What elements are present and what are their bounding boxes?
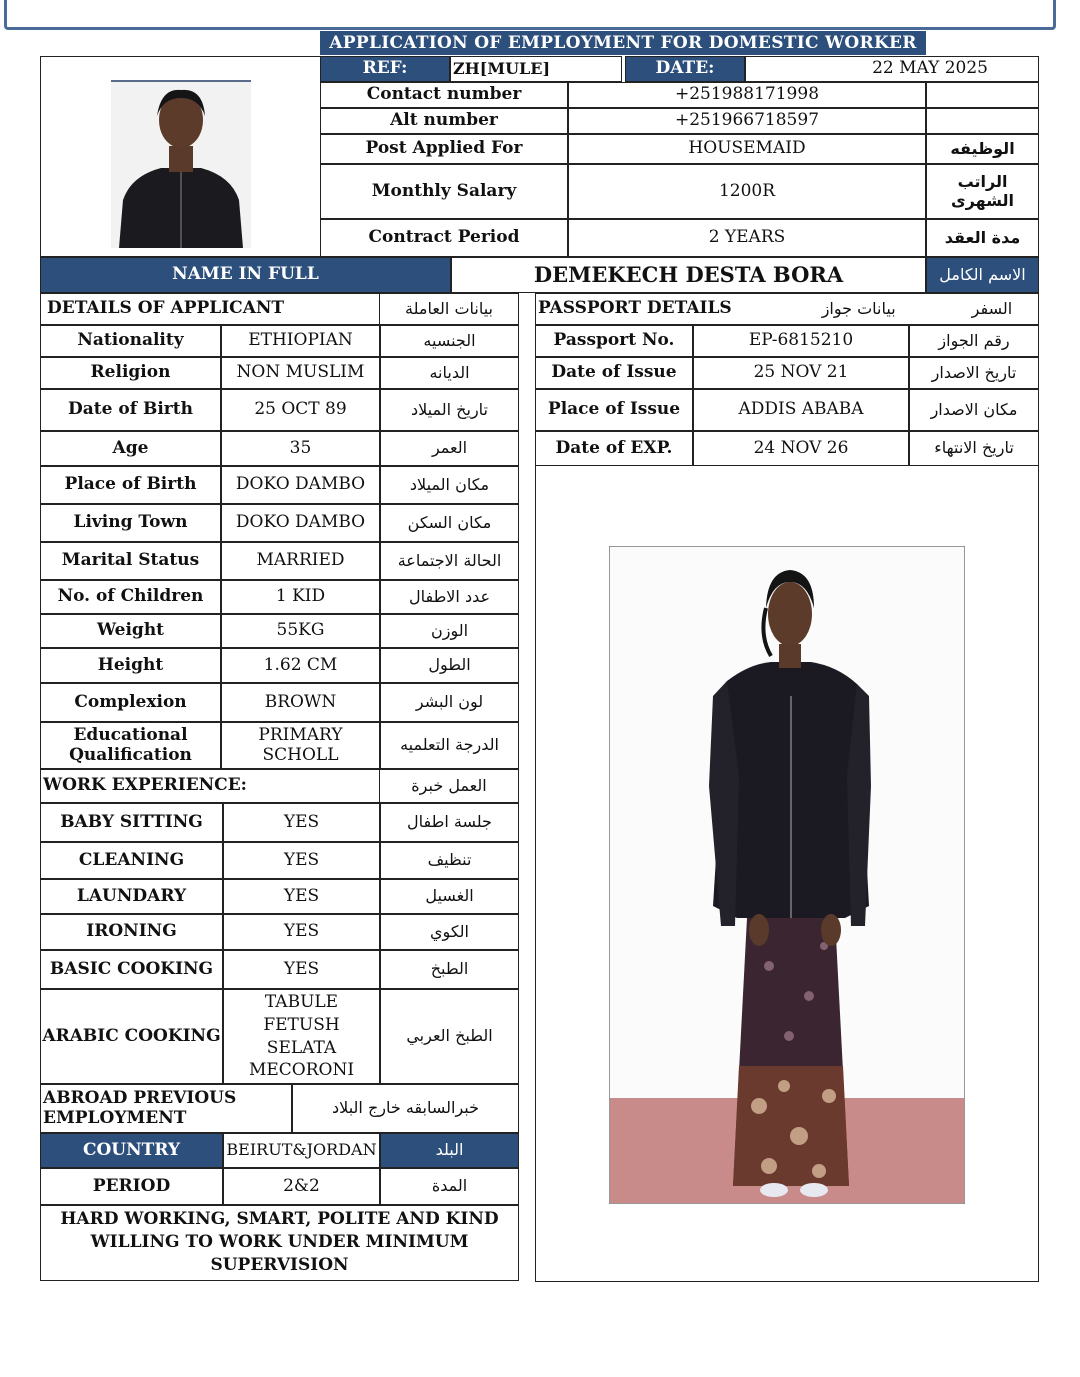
alt-label: Alt number	[320, 108, 568, 134]
contact-ar-empty	[926, 82, 1039, 108]
experience-value-ar: الطبخ	[380, 950, 519, 989]
applicant-value: DOKO DAMBO	[221, 504, 380, 542]
post-label: Post Applied For	[320, 134, 568, 164]
passport-value-ar: تاريخ الاصدار	[909, 357, 1039, 389]
applicant-label: Nationality	[40, 325, 221, 357]
applicant-value-ar: الدرجة التعلميه	[380, 722, 519, 769]
full-body-photo	[609, 546, 965, 1204]
experience-value-ar: تنظيف	[380, 842, 519, 879]
applicant-value: 55KG	[221, 614, 380, 648]
experience-value-ar: الكوي	[380, 914, 519, 950]
applicant-value-ar: مكان السكن	[380, 504, 519, 542]
top-frame	[4, 0, 1056, 30]
experience-value: YES	[223, 914, 380, 950]
applicant-label: Weight	[40, 614, 221, 648]
form-title: APPLICATION OF EMPLOYMENT FOR DOMESTIC WORKER	[320, 31, 926, 55]
post-ar: الوظيفه	[926, 134, 1039, 164]
experience-heading: WORK EXPERIENCE:	[40, 769, 380, 803]
passport-value-ar: تاريخ الانتهاء	[909, 431, 1039, 466]
applicant-value: NON MUSLIM	[221, 357, 380, 389]
experience-value-ar: الغسيل	[380, 879, 519, 914]
experience-value-ar: الطبخ العربي	[380, 989, 519, 1084]
applicant-value: 1 KID	[221, 580, 380, 614]
applicant-value: BROWN	[221, 683, 380, 722]
date-value: 22 MAY 2025	[745, 56, 1039, 82]
applicant-label: Living Town	[40, 504, 221, 542]
name-label: NAME IN FULL	[40, 257, 451, 293]
applicant-value: 1.62 CM	[221, 648, 380, 683]
salary-value: 1200R	[568, 164, 926, 219]
name-value: DEMEKECH DESTA BORA	[451, 257, 926, 293]
applicant-value-ar: الوزن	[380, 614, 519, 648]
passport-value: 24 NOV 26	[693, 431, 909, 466]
applicant-label: Marital Status	[40, 542, 221, 580]
passport-value-ar: رقم الجواز	[909, 325, 1039, 357]
experience-value: TABULE FETUSH SELATA MECORONI	[223, 989, 380, 1084]
contract-label: Contract Period	[320, 219, 568, 257]
applicant-value-ar: الحالة الاجتماعة	[380, 542, 519, 580]
applicant-label: Complexion	[40, 683, 221, 722]
passport-heading-ar2: السفر	[971, 298, 1013, 318]
abroad-label: ABROAD PREVIOUS EMPLOYMENT	[40, 1084, 292, 1133]
applicant-label: Place of Birth	[40, 466, 221, 504]
contract-value: 2 YEARS	[568, 219, 926, 257]
applicant-label: Age	[40, 431, 221, 466]
applicant-label: Educational Qualification	[40, 722, 221, 769]
experience-label: CLEANING	[40, 842, 223, 879]
ref-label: REF:	[320, 56, 450, 82]
applicant-value-ar: الطول	[380, 648, 519, 683]
experience-label: LAUNDARY	[40, 879, 223, 914]
contact-label: Contact number	[320, 82, 568, 108]
passport-heading: PASSPORT DETAILS	[538, 298, 732, 319]
experience-value: YES	[223, 879, 380, 914]
period-label: PERIOD	[40, 1168, 223, 1205]
portrait-photo	[111, 80, 251, 248]
applicant-label: Religion	[40, 357, 221, 389]
country-value: BEIRUT&JORDAN	[223, 1133, 380, 1168]
experience-label: IRONING	[40, 914, 223, 950]
passport-label: Place of Issue	[535, 389, 693, 431]
country-label: COUNTRY	[40, 1133, 223, 1168]
applicant-label: Height	[40, 648, 221, 683]
passport-label: Passport No.	[535, 325, 693, 357]
applicant-value: ETHIOPIAN	[221, 325, 380, 357]
experience-value: YES	[223, 950, 380, 989]
applicant-heading-ar: بيانات العاملة	[380, 293, 519, 325]
experience-value: YES	[223, 803, 380, 842]
salary-ar: الراتب الشهرى	[926, 164, 1039, 219]
experience-label: BABY SITTING	[40, 803, 223, 842]
remarks: HARD WORKING, SMART, POLITE AND KIND WILLING TO WORK UNDER MINIMUM SUPERVISION	[40, 1205, 519, 1281]
passport-heading-row	[535, 293, 1039, 325]
abroad-ar: خبرالسابقه خارج البلاد	[292, 1084, 519, 1133]
applicant-value-ar: عدد الاطفال	[380, 580, 519, 614]
passport-value: ADDIS ABABA	[693, 389, 909, 431]
period-value: 2&2	[223, 1168, 380, 1205]
applicant-value-ar: العمر	[380, 431, 519, 466]
experience-heading-ar: العمل خبرة	[380, 769, 519, 803]
applicant-value: 25 OCT 89	[221, 389, 380, 431]
contact-value: +251988171998	[568, 82, 926, 108]
applicant-value: MARRIED	[221, 542, 380, 580]
alt-value: +251966718597	[568, 108, 926, 134]
applicant-value: 35	[221, 431, 380, 466]
applicant-value: DOKO DAMBO	[221, 466, 380, 504]
applicant-heading: DETAILS OF APPLICANT	[40, 293, 380, 325]
applicant-value-ar: تاريخ الميلاد	[380, 389, 519, 431]
passport-value: EP-6815210	[693, 325, 909, 357]
passport-value: 25 NOV 21	[693, 357, 909, 389]
applicant-value-ar: مكان الميلاد	[380, 466, 519, 504]
applicant-label: No. of Children	[40, 580, 221, 614]
alt-ar-empty	[926, 108, 1039, 134]
date-label: DATE:	[625, 56, 745, 82]
applicant-label: Date of Birth	[40, 389, 221, 431]
country-ar: البلد	[380, 1133, 519, 1168]
period-ar: المدة	[380, 1168, 519, 1205]
experience-value: YES	[223, 842, 380, 879]
passport-label: Date of EXP.	[535, 431, 693, 466]
applicant-value-ar: لون البشر	[380, 683, 519, 722]
passport-value-ar: مكان الاصدار	[909, 389, 1039, 431]
full-photo-frame	[535, 466, 1039, 1282]
passport-heading-ar: بيانات جواز	[821, 298, 896, 318]
contract-ar: مدة العقد	[926, 219, 1039, 257]
experience-label: BASIC COOKING	[40, 950, 223, 989]
passport-label: Date of Issue	[535, 357, 693, 389]
name-ar: الاسم الكامل	[926, 257, 1039, 293]
salary-label: Monthly Salary	[320, 164, 568, 219]
applicant-value-ar: الجنسيه	[380, 325, 519, 357]
post-value: HOUSEMAID	[568, 134, 926, 164]
applicant-value-ar: الديانه	[380, 357, 519, 389]
experience-label: ARABIC COOKING	[40, 989, 223, 1084]
applicant-value: PRIMARY SCHOLL	[221, 722, 380, 769]
ref-value: ZH[MULE]	[450, 56, 622, 82]
portrait-box	[40, 56, 321, 257]
experience-value-ar: جلسة اطفال	[380, 803, 519, 842]
